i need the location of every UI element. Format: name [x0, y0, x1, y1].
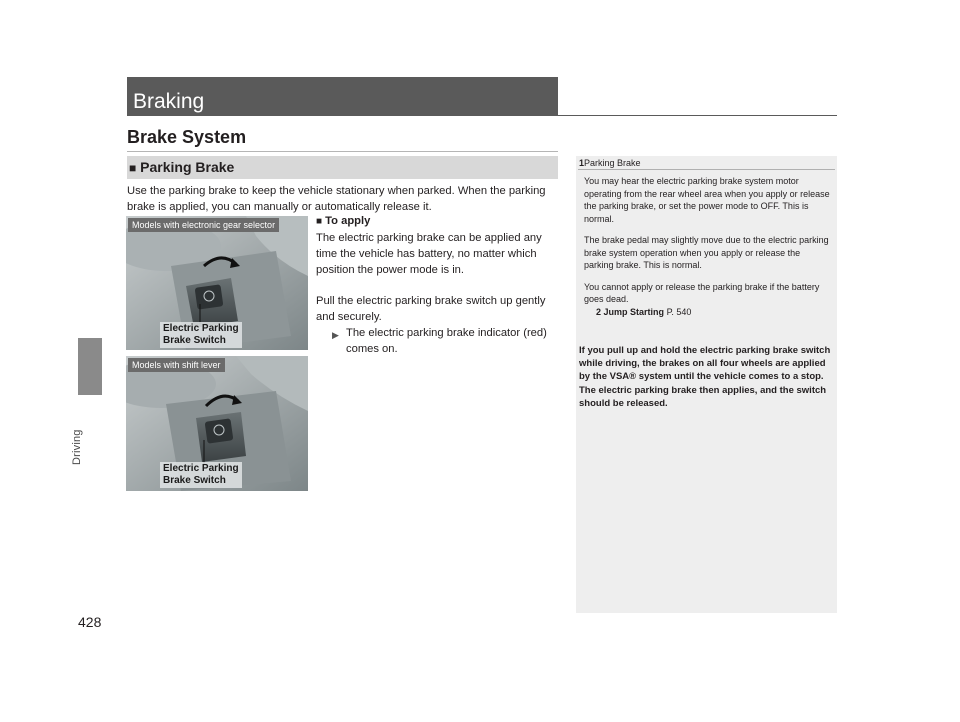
note-divider [578, 169, 835, 170]
chapter-title: Braking [133, 90, 205, 113]
link-page: P. 540 [666, 306, 692, 317]
note-paragraph: You may hear the electric parking brake system motor operating from the rear wheel area when you apply or release the parking brake, or set the power mode to OFF. This is normal. [584, 176, 830, 224]
callout-line: Brake Switch [163, 335, 226, 346]
to-apply-heading [316, 213, 559, 230]
callout-line: Brake Switch [163, 475, 226, 486]
note-title-text: Parking Brake [584, 158, 641, 168]
cross-reference-icon: 2 [596, 306, 602, 317]
apply-instruction: Pull the electric parking brake switch up gently and securely. [316, 295, 546, 323]
apply-paragraph: The electric parking brake can be applied any time the vehicle has battery, no matter which position the power mode is in. [316, 232, 542, 276]
chapter-header [127, 77, 558, 116]
figure-callout [160, 322, 242, 348]
figure-label: Models with shift lever [128, 358, 225, 372]
intro-paragraph: Use the parking brake to keep the vehicle stationary when parked. When the parking brake is applied, you can manually or automatically release it. [127, 185, 546, 213]
square-bullet-icon: ■ [316, 216, 323, 227]
result-arrow-icon: ▶ [332, 330, 339, 340]
section-title: Brake System [127, 127, 247, 147]
result-text: The electric parking brake indicator (red) comes on. [346, 327, 547, 355]
to-apply-section [316, 213, 559, 357]
jump-starting-link[interactable] [584, 306, 830, 319]
note-body [584, 175, 830, 318]
note-paragraph: You cannot apply or release the parking brake if the battery goes dead. [584, 281, 820, 304]
to-apply-title: To apply [325, 215, 371, 227]
note-reference-icon: 1 [579, 158, 585, 168]
link-text: Jump Starting [603, 306, 665, 317]
section-side-tab [78, 338, 102, 395]
square-bullet-icon: ■ [129, 161, 137, 175]
page-number: 428 [78, 614, 102, 630]
note-paragraph: The brake pedal may slightly move due to the electric parking brake system operation when you apply or release the parking brake. This is normal. [584, 235, 829, 270]
callout-line: Electric Parking [163, 463, 239, 474]
figure-label: Models with electronic gear selector [128, 218, 279, 232]
figure-callout [160, 462, 242, 488]
subsection-title: Parking Brake [140, 159, 235, 175]
figure-electronic-gear-selector [126, 216, 308, 350]
callout-line: Electric Parking [163, 323, 239, 334]
section-divider [127, 151, 558, 152]
note-warning-bold: If you pull up and hold the electric parking brake switch while driving, the brakes on all four wheels are applied by the VSA® system until the vehicle comes to a stop. The electric parking brake then applies, and the switch should be released. [579, 345, 831, 409]
subsection-header [127, 156, 558, 179]
note-title [579, 158, 641, 168]
apply-result [316, 325, 559, 357]
chapter-side-label: Driving [71, 429, 83, 465]
figure-shift-lever [126, 356, 308, 491]
header-divider [127, 115, 837, 116]
